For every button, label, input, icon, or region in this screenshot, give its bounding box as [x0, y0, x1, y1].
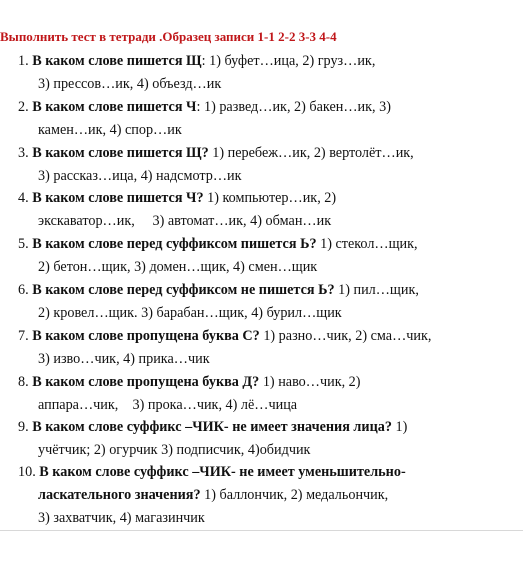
question-text: В каком слове пропущена буква Д? [32, 374, 260, 390]
question-text: В каком слове пишется Ч [32, 99, 197, 115]
task-instruction: Выполнить тест в тетради .Образец записи 1-1 2-2 3-3 4-4 [0, 29, 337, 44]
question-number: 6. [18, 282, 29, 298]
question-text: В каком слове суффикс –ЧИК- не имеет значения лица? [32, 419, 392, 435]
question-number: 9. [18, 419, 29, 435]
question-options-cont: аппара…чик, 3) прока…чик, 4) лё…чица [38, 397, 298, 413]
question-options: 1) разно…чик, 2) сма…чик, [259, 328, 432, 344]
question-text: В каком слове пишется Щ? [32, 145, 209, 161]
question-options-cont: 3) рассказ…ица, 4) надсмотр…ик [38, 168, 242, 184]
question-8 [18, 371, 518, 417]
question-number: 8. [18, 374, 29, 390]
question-text: В каком слове суффикс –ЧИК- не имеет уменьшительно- [39, 464, 406, 480]
question-options: 1) [391, 419, 408, 435]
question-text: В каком слове пропущена буква С? [32, 328, 260, 344]
question-number: 7. [18, 328, 29, 344]
question-options: 1) компьютер…ик, 2) [203, 190, 337, 206]
question-6 [18, 279, 518, 325]
question-10 [18, 461, 518, 530]
question-number: 10. [18, 464, 36, 480]
question-number: 2. [18, 99, 29, 115]
question-options-cont: 3) изво…чик, 4) прика…чик [38, 351, 210, 367]
question-options: : 1) буфет…ица, 2) груз…ик, [201, 53, 376, 69]
question-options: 1) баллончик, 2) медальончик, [200, 487, 389, 503]
question-text-cont: ласкательного значения? [38, 487, 201, 503]
question-4 [18, 187, 518, 233]
question-text: В каком слове пишется Ч? [32, 190, 204, 206]
question-number: 5. [18, 236, 29, 252]
question-options-cont [18, 484, 518, 507]
question-number: 4. [18, 190, 29, 206]
question-options-cont: 2) бетон…щик, 3) домен…щик, 4) смен…щик [38, 259, 318, 275]
question-options: : 1) развед…ик, 2) бакен…ик, 3) [196, 99, 391, 115]
question-options: 1) пил…щик, [334, 282, 419, 298]
question-5 [18, 233, 518, 279]
question-3 [18, 142, 518, 188]
question-options: 1) перебеж…ик, 2) вертолёт…ик, [208, 145, 414, 161]
question-options-cont: 2) кровел…щик. 3) барабан…щик, 4) бурил…щик [38, 305, 342, 321]
question-number: 1. [18, 53, 29, 69]
question-9 [18, 416, 518, 462]
question-text: В каком слове перед суффиксом не пишется Ь? [32, 282, 335, 298]
question-text: В каком слове пишется Щ [32, 53, 202, 69]
question-options-cont: камен…ик, 4) спор…ик [38, 122, 182, 138]
question-options: 1) стекол…щик, [316, 236, 418, 252]
page-bottom-divider [0, 530, 523, 531]
question-1 [18, 50, 518, 96]
question-options: 1) наво…чик, 2) [259, 374, 361, 390]
question-options-cont: экскаватор…ик, 3) автомат…ик, 4) обман…ик [38, 213, 332, 229]
question-7 [18, 325, 518, 371]
question-options-cont: учётчик; 2) огурчик 3) подписчик, 4)обидчик [38, 442, 311, 458]
question-text: В каком слове перед суффиксом пишется Ь? [32, 236, 317, 252]
question-number: 3. [18, 145, 29, 161]
question-2 [18, 96, 518, 142]
question-options-cont2: 3) захватчик, 4) магазинчик [38, 510, 205, 526]
question-options-cont: 3) прессов…ик, 4) объезд…ик [38, 76, 222, 92]
